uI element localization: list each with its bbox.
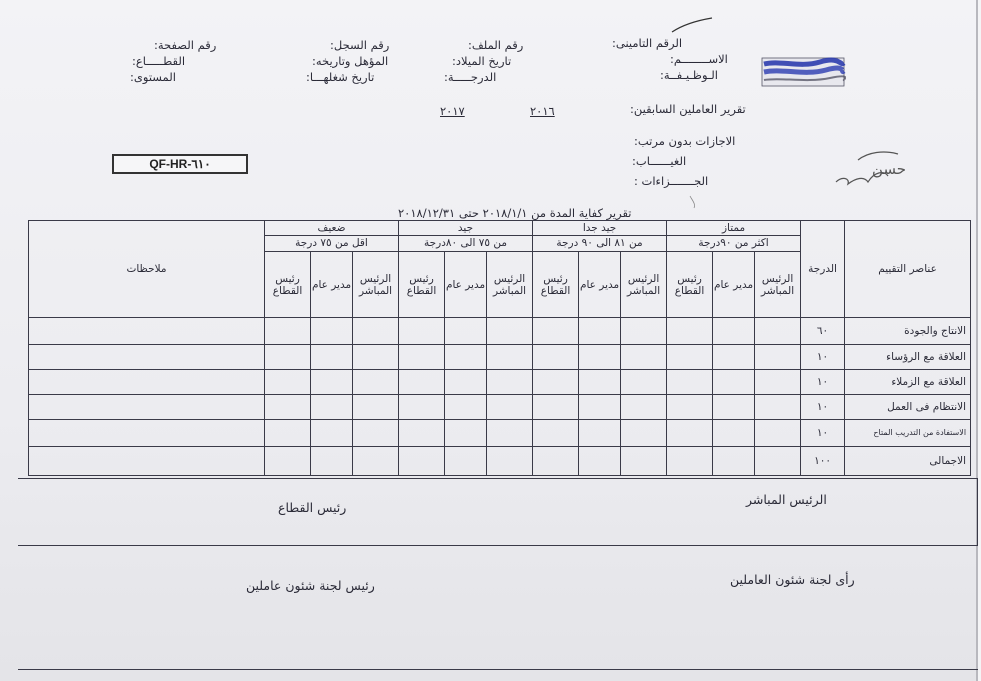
criterion-cell: الاجمالى (845, 446, 971, 475)
evaluator-gm: مدير عام (579, 252, 621, 318)
evaluator-direct: الرئيس المباشر (621, 252, 667, 318)
evaluator-gm: مدير عام (445, 252, 487, 318)
range-very-good: من ٨١ الى ٩٠ درجة (533, 235, 667, 252)
evaluator-direct: الرئيس المباشر (353, 252, 399, 318)
organization-logo-icon (760, 50, 846, 94)
score-cell: ١٠٠ (801, 446, 845, 475)
job-label: الـوظـيـفــة: (660, 68, 718, 82)
direct-manager-signature-label: الرئيس المباشر (746, 492, 827, 507)
evaluator-sector: رئيس القطاع (265, 252, 311, 318)
grade-header: الدرجة (801, 221, 845, 318)
form-code-box: QF-HR-٦١٠ (112, 154, 248, 174)
range-excellent: اكثر من ٩٠درجة (667, 235, 801, 252)
file-number-label: رقم الملف: (468, 38, 524, 52)
level-very-good: جيد جدا (533, 221, 667, 236)
managers-signature-box (18, 478, 978, 546)
insurance-number-label: الرقم التامينى: (612, 36, 683, 50)
range-weak: اقل من ٧٥ درجة (265, 235, 399, 252)
criterion-cell: الانتظام فى العمل (845, 395, 971, 420)
evaluator-gm: مدير عام (311, 252, 353, 318)
evaluator-sector: رئيس القطاع (533, 252, 579, 318)
qualification-label: المؤهل وتاريخه: (312, 54, 389, 68)
level-excellent: ممتاز (667, 221, 801, 236)
absence-label: الغيــــــاب: (632, 154, 687, 168)
table-row (29, 395, 971, 420)
previous-reports-label: تقرير العاملين السابقين: (630, 102, 746, 116)
evaluator-direct: الرئيس المباشر (487, 252, 533, 318)
score-cell: ١٠ (801, 370, 845, 395)
score-cell: ١٠ (801, 345, 845, 370)
level-good: جيد (399, 221, 533, 236)
criterion-cell: العلاقة مع الرؤساء (845, 345, 971, 370)
range-good: من ٧٥ الى ٨٠درجة (399, 235, 533, 252)
criterion-cell: الاستفادة من التدريب المتاح (845, 419, 971, 446)
occupied-date-label: تاريخ شغلهـــا: (306, 70, 375, 84)
score-cell: ٦٠ (801, 318, 845, 345)
level-label: المستوى: (130, 70, 176, 84)
unpaid-leave-label: الاجازات بدون مرتب: (634, 134, 736, 148)
table-row (29, 419, 971, 446)
table-row (29, 318, 971, 345)
criterion-cell: الانتاج والجودة (845, 318, 971, 345)
name-label: الاســــــــم: (670, 52, 728, 66)
level-weak: ضعيف (265, 221, 399, 236)
table-row (29, 446, 971, 475)
score-cell: ١٠ (801, 419, 845, 446)
evaluator-gm: مدير عام (713, 252, 755, 318)
year-2017: ٢٠١٧ (440, 104, 465, 118)
table-title: تقرير كفاية المدة من ٢٠١٨/١/١ حتى ٢٠١٨/١٢/٣١ (398, 206, 632, 220)
criterion-cell: العلاقة مع الزملاء (845, 370, 971, 395)
year-2016: ٢٠١٦ (530, 104, 555, 118)
notes-header: ملاحظات (29, 221, 265, 318)
penalties-label: الجـــــــزاءات : (634, 174, 709, 188)
sector-label: القطـــــاع: (132, 54, 186, 68)
table-row (29, 370, 971, 395)
sector-head-signature-label: رئيس القطاع (278, 500, 347, 515)
score-cell: ١٠ (801, 395, 845, 420)
handwritten-note: ﺣﺴﻦ (872, 160, 907, 178)
register-number-label: رقم السجل: (330, 38, 390, 52)
evaluation-table (28, 220, 971, 476)
table-row (29, 345, 971, 370)
committee-opinion-label: رأى لجنة شئون العاملين (730, 572, 855, 587)
criteria-header: عناصر التقييم (845, 221, 971, 318)
grade-label: الدرجـــــة: (444, 70, 497, 84)
evaluator-sector: رئيس القطاع (399, 252, 445, 318)
evaluator-sector: رئيس القطاع (667, 252, 713, 318)
birth-date-label: تاريخ الميلاد: (452, 54, 512, 68)
page-number-label: رقم الصفحة: (154, 38, 217, 52)
committee-signature-box (18, 546, 978, 670)
committee-head-signature-label: رئيس لجنة شئون عاملين (246, 578, 375, 593)
evaluator-direct: الرئيس المباشر (755, 252, 801, 318)
